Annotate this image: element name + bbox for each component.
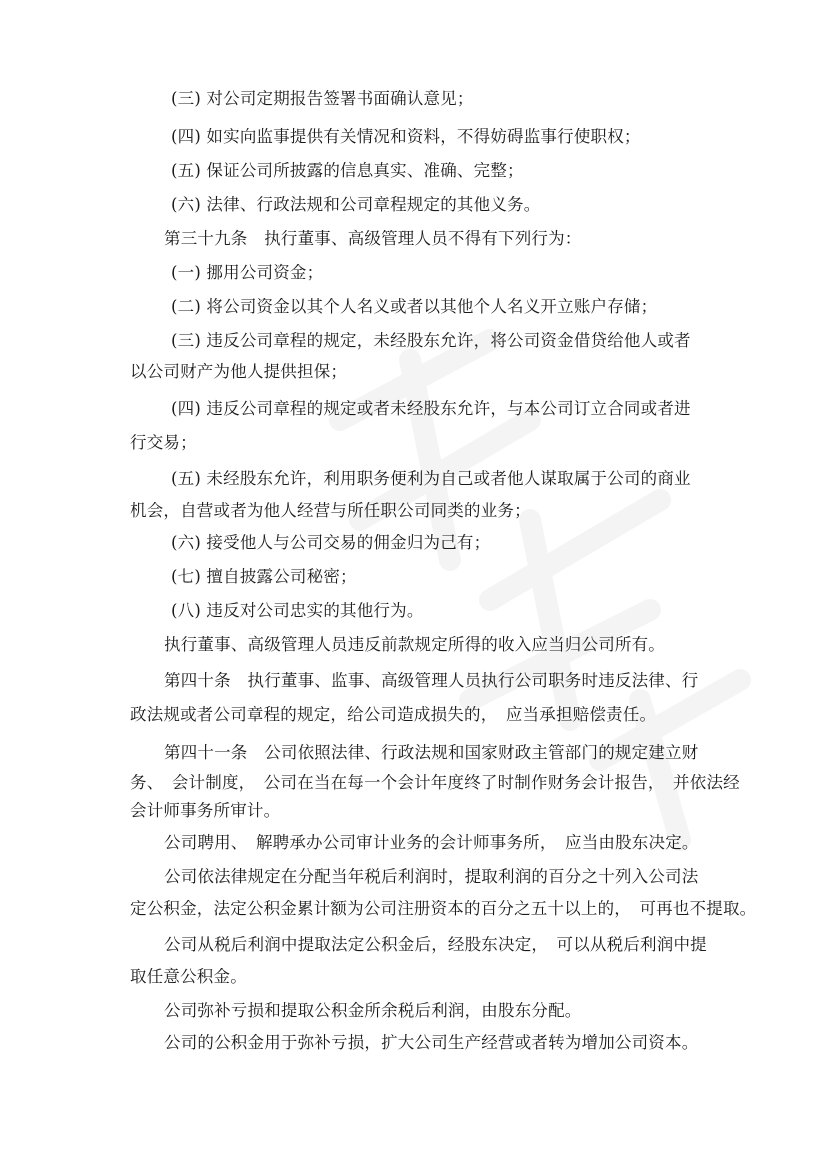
doc-line-11: 行交易； [130,433,197,452]
doc-line-1: (三) 对公司定期报告签署书面确认意见； [171,89,474,108]
doc-line-13: 机会，自营或者为他人经营与所任职公司同类的业务； [130,501,531,520]
doc-line-9: 以公司财产为他人提供担保； [130,362,348,381]
doc-line-26: 公司从税后利润中提取法定公积金后，经股东决定， 可以从税后利润中提 [164,935,707,954]
article-40-heading: 第四十条 执行董事、监事、高级管理人员执行公司职务时违反法律、行 [164,671,699,690]
article-41-heading: 第四十一条 公司依照法律、行政法规和国家财政主管部门的规定建立财 [164,743,699,762]
doc-line-21: 务、 会计制度， 公司在当在每一个会计年度终了时制作财务会计报告， 并依法经 [130,773,740,792]
doc-line-6: (一) 挪用公司资金； [171,263,324,282]
doc-line-27: 取任意公积金。 [130,967,247,986]
doc-line-8: (三) 违反公司章程的规定，未经股东允许，将公司资金借贷给他人或者 [171,331,691,350]
doc-line-24: 公司依法律规定在分配当年税后利润时，提取利润的百分之十列入公司法 [164,867,699,886]
doc-line-19: 政法规或者公司章程的规定，给公司造成损失的， 应当承担赔偿责任。 [130,705,657,724]
doc-line-23: 公司聘用、 解聘承办公司审计业务的会计师事务所， 应当由股东决定。 [164,833,699,852]
doc-line-4: (六) 法律、行政法规和公司章程规定的其他义务。 [171,195,541,214]
doc-line-2: (四) 如实向监事提供有关情况和资料，不得妨碍监事行使职权； [171,127,641,146]
doc-line-7: (二) 将公司资金以其个人名义或者以其他个人名义开立账户存储； [171,297,658,316]
doc-line-25: 定公积金，法定公积金累计额为公司注册资本的百分之五十以上的， 可再也不提取。 [130,899,757,918]
doc-line-22: 会计师事务所审计。 [130,801,281,820]
doc-line-12: (五) 未经股东允许，利用职务便利为自己或者他人谋取属于公司的商业 [171,469,691,488]
doc-line-10: (四) 违反公司章程的规定或者未经股东允许，与本公司订立合同或者进 [171,399,691,418]
doc-line-16: (八) 违反对公司忠实的其他行为。 [171,601,424,620]
doc-line-3: (五) 保证公司所披露的信息真实、准确、完整； [171,161,524,180]
doc-line-28: 公司弥补亏损和提取公积金所余税后利润，由股东分配。 [164,1001,582,1020]
doc-line-17: 执行董事、高级管理人员违反前款规定所得的收入应当归公司所有。 [164,635,665,654]
doc-line-14: (六) 接受他人与公司交易的佣金归为己有； [171,533,491,552]
article-39-heading: 第三十九条 执行董事、高级管理人员不得有下列行为： [164,229,582,248]
doc-line-15: (七) 擅自披露公司秘密； [171,567,357,586]
doc-line-29: 公司的公积金用于弥补亏损，扩大公司生产经营或者转为增加公司资本。 [164,1033,699,1052]
